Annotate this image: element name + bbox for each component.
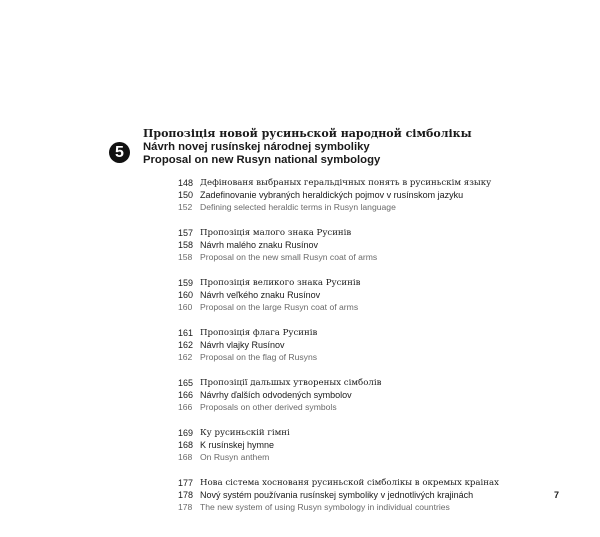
entry-title: Нова сістема хоснованя русиньской сімболікы в окремых краінах <box>200 478 500 488</box>
page-ref: 158 <box>178 240 194 250</box>
page-ref: 158 <box>178 252 193 262</box>
toc-entry-slovak[interactable] <box>178 339 538 351</box>
page-ref: 160 <box>178 290 194 300</box>
toc-entry-slovak[interactable] <box>178 289 538 301</box>
chapter-titles <box>143 127 472 167</box>
toc-entry-slovak[interactable] <box>178 189 538 201</box>
page-ref: 178 <box>178 490 194 500</box>
page-ref: 178 <box>178 502 193 512</box>
toc-group <box>178 227 538 263</box>
toc-entry-english[interactable] <box>178 351 538 363</box>
entry-title: Ку русиньскій гімні <box>200 428 290 438</box>
toc-group <box>178 477 538 513</box>
toc-entry-rusyn[interactable] <box>178 327 538 339</box>
toc-entry-english[interactable] <box>178 301 538 313</box>
toc-group <box>178 177 538 213</box>
toc-entry-slovak[interactable] <box>178 439 538 451</box>
toc-group <box>178 427 538 463</box>
entry-title: The new system of using Rusyn symbology in individual countries <box>200 502 450 512</box>
page-ref: 168 <box>178 440 194 450</box>
page-ref: 159 <box>178 278 194 288</box>
toc-entry-english[interactable] <box>178 501 538 513</box>
chapter-title-slovak: Návrh novej rusínskej národnej symboliky <box>143 141 370 153</box>
entry-title: Proposals on other derived symbols <box>200 402 337 412</box>
entry-title: K rusínskej hymne <box>200 440 275 450</box>
toc-entry-rusyn[interactable] <box>178 227 538 239</box>
page-ref: 168 <box>178 452 193 462</box>
page-ref: 148 <box>178 178 194 188</box>
toc-group <box>178 277 538 313</box>
page-ref: 166 <box>178 390 194 400</box>
entry-title: Zadefinovanie vybraných heraldických pojmov v rusínskom jazyku <box>200 190 464 200</box>
page-ref: 166 <box>178 402 193 412</box>
page-ref: 150 <box>178 190 194 200</box>
toc-entry-english[interactable] <box>178 401 538 413</box>
toc-entry-rusyn[interactable] <box>178 477 538 489</box>
toc-entry-rusyn[interactable] <box>178 277 538 289</box>
entry-title: Дефінованя выбраных геральдічных понять в русиньскім языку <box>200 178 492 188</box>
page-ref: 152 <box>178 202 193 212</box>
entry-title: Proposal on the new small Rusyn coat of arms <box>200 252 378 262</box>
toc-entry-rusyn[interactable] <box>178 427 538 439</box>
entry-title: Пропозіція великого знака Русинів <box>200 278 361 288</box>
page-ref: 177 <box>178 478 194 488</box>
page-number: 7 <box>554 490 560 500</box>
toc-entry-slovak[interactable] <box>178 389 538 401</box>
entry-title: Proposal on the flag of Rusyns <box>200 352 318 362</box>
entry-title: Návrhy ďalších odvodených symbolov <box>200 390 352 400</box>
page-ref: 165 <box>178 378 194 388</box>
toc-entry-english[interactable] <box>178 451 538 463</box>
toc-group <box>178 327 538 363</box>
entry-title: Proposal on the large Rusyn coat of arms <box>200 302 359 312</box>
page-ref: 161 <box>178 328 194 338</box>
page-ref: 160 <box>178 302 193 312</box>
toc-entry-slovak[interactable] <box>178 489 538 501</box>
entry-title: Návrh veľkého znaku Rusínov <box>200 290 321 300</box>
entry-title: Пропозіція малого знака Русинів <box>200 228 352 238</box>
entry-title: Defining selected heraldic terms in Rusyn language <box>200 202 396 212</box>
chapter-title-english: Proposal on new Rusyn national symbology <box>143 154 381 166</box>
toc-entry-english[interactable] <box>178 251 538 263</box>
entry-title: Пропозіції дальшых утвореных сімболів <box>200 378 382 388</box>
page-ref: 169 <box>178 428 194 438</box>
table-of-contents <box>178 177 538 527</box>
entry-title: On Rusyn anthem <box>200 452 270 462</box>
toc-entry-rusyn[interactable] <box>178 177 538 189</box>
toc-entry-slovak[interactable] <box>178 239 538 251</box>
toc-group <box>178 377 538 413</box>
page-ref: 162 <box>178 352 193 362</box>
page-ref: 162 <box>178 340 194 350</box>
chapter-number-badge: 5 <box>109 142 130 163</box>
entry-title: Návrh malého znaku Rusínov <box>200 240 319 250</box>
toc-entry-english[interactable] <box>178 201 538 213</box>
entry-title: Návrh vlajky Rusínov <box>200 340 285 350</box>
entry-title: Nový systém používania rusínskej symboliky v jednotlivých krajinách <box>200 490 474 500</box>
entry-title: Пропозіція флага Русинів <box>200 328 318 338</box>
chapter-title-rusyn: Пропозіція новой русиньской народной сімболікы <box>143 127 472 140</box>
page-ref: 157 <box>178 228 194 238</box>
toc-entry-rusyn[interactable] <box>178 377 538 389</box>
